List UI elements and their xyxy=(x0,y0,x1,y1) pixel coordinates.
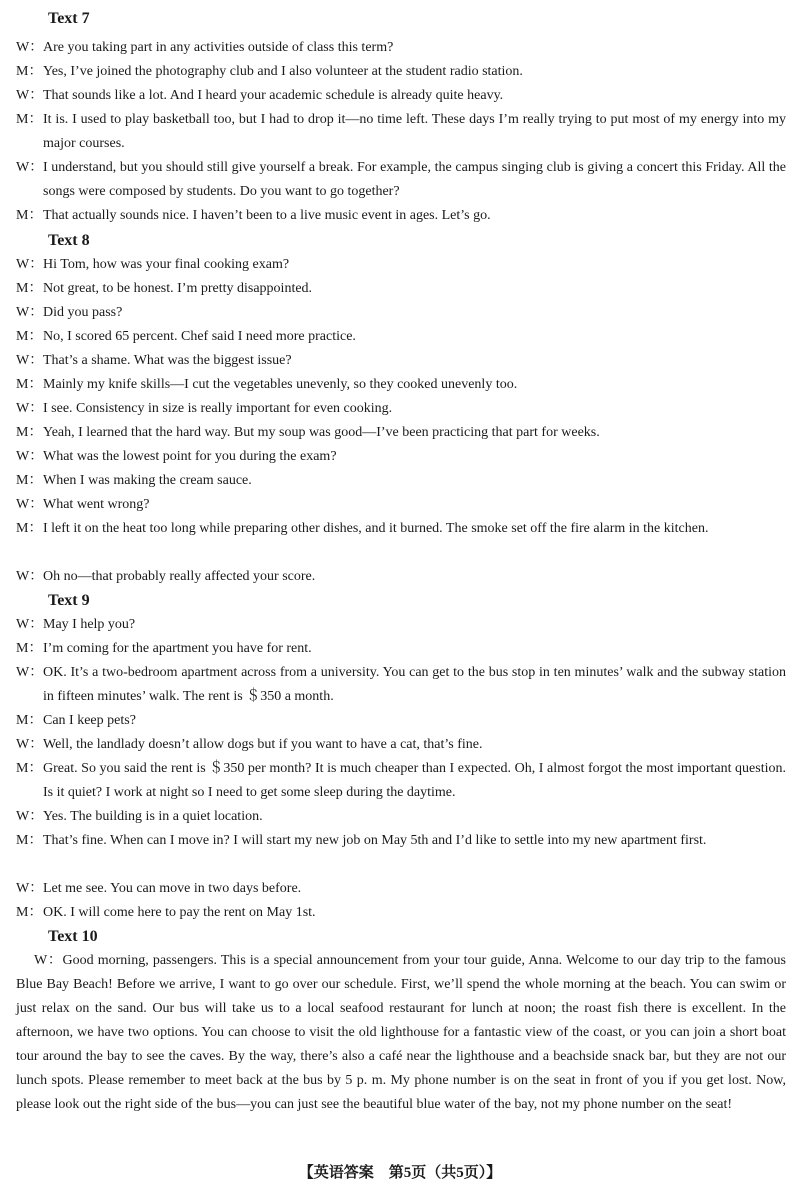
turn-text: That actually sounds nice. I haven’t been to a live music event in ages. Let’s go. xyxy=(43,208,491,223)
turn-text: That’s fine. When can I move in? I will start my new job on May 5th and I’d like to settle into my new apartment first. xyxy=(43,833,707,848)
dialogue-turn xyxy=(16,253,786,277)
turn-text: Oh no—that probably really affected your score. xyxy=(43,569,316,584)
dialogue-turn xyxy=(16,565,786,589)
speaker-label: M： xyxy=(16,905,43,920)
turn-text: Mainly my knife skills—I cut the vegetables unevenly, so they cooked unevenly too. xyxy=(43,377,518,392)
speaker-label: W： xyxy=(16,353,44,368)
speaker-label: M： xyxy=(16,833,43,848)
speaker-label: M： xyxy=(16,425,43,440)
dialogue-turn xyxy=(16,108,786,156)
turn-text: I understand, but you should still give yourself a break. For example, the campus singing club is giving a concert this Friday. All the songs were composed by students. Do you want to go together? xyxy=(43,160,786,199)
speaker-label: W： xyxy=(16,305,44,320)
dialogue-turn xyxy=(16,36,786,60)
announcement-paragraph: W：Good morning, passengers. This is a special announcement from your tour guide, Anna. Welcome to our day trip to the famous Blue Bay Beach! Before we arrive, I want to go over our schedule. First, we’ll spend the whole morning at the beach. You can swim or just relax on the sand. Our bus will take us to a local seafood restaurant for lunch at noon; the roast fish there is excellent. In the afternoon, we have two options. You can choose to visit the old lighthouse for a fantastic view of the coast, or you can join a short boat tour around the bay to see the caves. By the way, there’s also a café near the lighthouse and a beachside snack bar, but they are not our lunch spots. Please remember to meet back at the bus by 5 p. m. My phone number is on the seat in front of you if you get lost. Now, please look out the right side of the bus—you can just see the beautiful blue water of the bay, not my phone number on the seat! xyxy=(16,953,786,1112)
turn-text: Can I keep pets? xyxy=(43,713,136,728)
dialogue-turn xyxy=(16,301,786,325)
section-title: Text 8 xyxy=(48,232,90,249)
speaker-label: M： xyxy=(16,64,43,79)
speaker-label: M： xyxy=(16,521,43,536)
section-title: Text 9 xyxy=(48,592,90,609)
turn-text: What was the lowest point for you during the exam? xyxy=(43,449,337,464)
speaker-label: W： xyxy=(16,569,44,584)
turn-text: No, I scored 65 percent. Chef said I need more practice. xyxy=(43,329,356,344)
dialogue-turn xyxy=(16,805,786,829)
turn-text: Hi Tom, how was your final cooking exam? xyxy=(43,257,290,272)
dialogue-turn xyxy=(16,517,786,541)
speaker-label: W： xyxy=(16,160,44,175)
dialogue-turn xyxy=(16,397,786,421)
dialogue-turn xyxy=(16,349,786,373)
dialogue-turn xyxy=(16,277,786,301)
dialogue-turn xyxy=(16,469,786,493)
turn-text: Yes. The building is in a quiet location. xyxy=(43,809,263,824)
dialogue-turn xyxy=(16,709,786,733)
speaker-label: W： xyxy=(16,401,44,416)
dialogue-turn xyxy=(16,733,786,757)
turn-text: Let me see. You can move in two days before. xyxy=(43,881,302,896)
dialogue-turn xyxy=(16,661,786,709)
dialogue-turn xyxy=(16,901,786,925)
turn-text: I’m coming for the apartment you have for rent. xyxy=(43,641,312,656)
turn-text: Yes, I’ve joined the photography club and I also volunteer at the student radio station. xyxy=(43,64,523,79)
speaker-label: W： xyxy=(16,665,44,680)
speaker-label: M： xyxy=(16,329,43,344)
speaker-label: M： xyxy=(16,112,43,127)
turn-text: It is. I used to play basketball too, but I had to drop it—no time left. These days I’m really trying to put most of my energy into my major courses. xyxy=(43,112,786,151)
dialogue-turn xyxy=(16,204,786,228)
turn-text: That’s a shame. What was the biggest issue? xyxy=(43,353,292,368)
turn-text: Yeah, I learned that the hard way. But my soup was good—I’ve been practicing that part for weeks. xyxy=(43,425,600,440)
turn-text: That sounds like a lot. And I heard your academic schedule is already quite heavy. xyxy=(43,88,504,103)
dialogue-turn xyxy=(16,877,786,901)
turn-text: I see. Consistency in size is really important for even cooking. xyxy=(43,401,393,416)
turn-text: OK. It’s a two-bedroom apartment across from a university. You can get to the bus stop in ten minutes’ walk and the subway station in fifteen minutes’ walk. The rent is ＄350 a month. xyxy=(43,665,786,704)
speaker-label: M： xyxy=(16,713,43,728)
speaker-label: W： xyxy=(16,737,44,752)
turn-text: I left it on the heat too long while preparing other dishes, and it burned. The smoke set off the fire alarm in the kitchen. xyxy=(43,521,709,536)
turn-text: Did you pass? xyxy=(43,305,123,320)
speaker-label: M： xyxy=(16,761,43,776)
dialogue-turn xyxy=(16,757,786,805)
dialogue-turn xyxy=(16,637,786,661)
turn-text: OK. I will come here to pay the rent on May 1st. xyxy=(43,905,316,920)
speaker-label: M： xyxy=(16,208,43,223)
speaker-label: W： xyxy=(16,881,44,896)
speaker-label: W： xyxy=(16,88,44,103)
turn-text: What went wrong? xyxy=(43,497,150,512)
speaker-label: M： xyxy=(16,473,43,488)
speaker-label: W： xyxy=(16,449,44,464)
speaker-label: M： xyxy=(16,641,43,656)
page-footer: 【英语答案 第5页（共5页）】 xyxy=(298,1165,502,1181)
turn-text: Not great, to be honest. I’m pretty disappointed. xyxy=(43,281,313,296)
section-title: Text 7 xyxy=(48,10,90,27)
speaker-label: M： xyxy=(16,281,43,296)
dialogue-turn xyxy=(16,156,786,204)
dialogue-turn xyxy=(16,60,786,84)
section-title: Text 10 xyxy=(48,928,98,945)
dialogue-turn xyxy=(16,493,786,517)
turn-text: Well, the landlady doesn’t allow dogs but if you want to have a cat, that’s fine. xyxy=(43,737,483,752)
dialogue-turn xyxy=(16,84,786,108)
dialogue-turn xyxy=(16,445,786,469)
dialogue-turn xyxy=(16,373,786,397)
dialogue-turn xyxy=(16,421,786,445)
speaker-label: W： xyxy=(16,40,44,55)
dialogue-turn xyxy=(16,613,786,637)
speaker-label: M： xyxy=(16,377,43,392)
turn-text: Great. So you said the rent is ＄350 per month? It is much cheaper than I expected. Oh, I almost forgot the most important question. Is it quiet? I work at night so I need to get some sleep during the daytime. xyxy=(43,761,786,800)
dialogue-turn xyxy=(16,829,786,853)
turn-text: May I help you? xyxy=(43,617,136,632)
speaker-label: W： xyxy=(16,617,44,632)
speaker-label: W： xyxy=(16,257,44,272)
speaker-label: W： xyxy=(16,497,44,512)
speaker-label: W： xyxy=(16,809,44,824)
dialogue-turn xyxy=(16,325,786,349)
turn-text: When I was making the cream sauce. xyxy=(43,473,252,488)
turn-text: Are you taking part in any activities outside of class this term? xyxy=(43,40,394,55)
